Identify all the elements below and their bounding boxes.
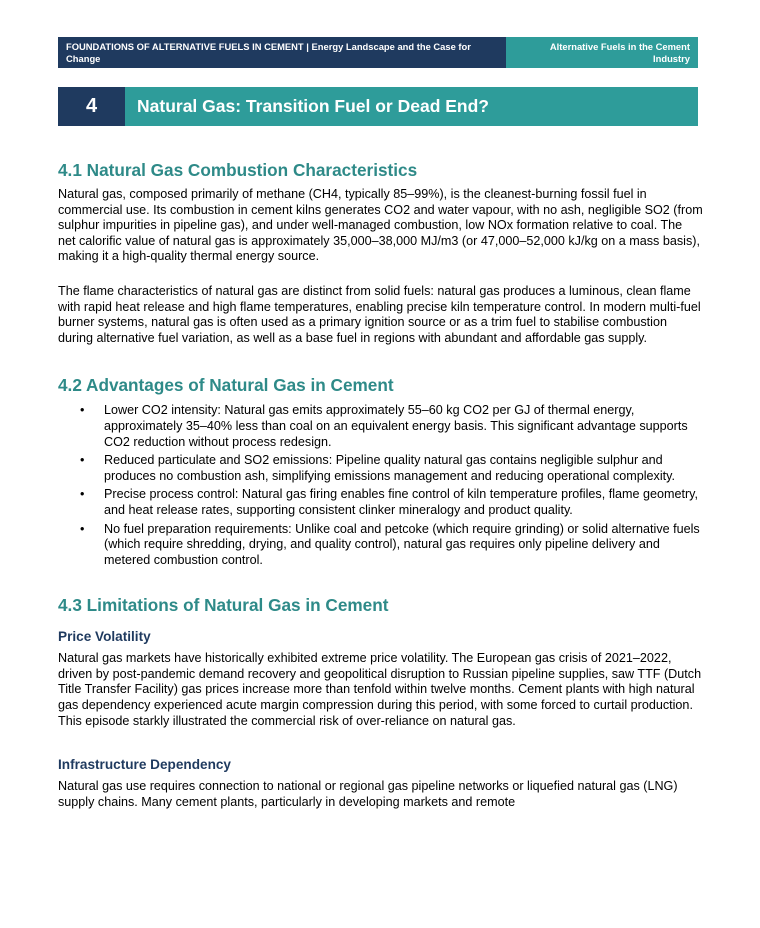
- running-header: [58, 37, 698, 68]
- header-document-title: FOUNDATIONS OF ALTERNATIVE FUELS IN CEMENT | Energy Landscape and the Case for Change: [58, 37, 506, 68]
- list-item-text: Reduced particulate and SO2 emissions: Pipeline quality natural gas contains negligible sulphur and produces no combustion ash, simplifying emissions management and reducing operational complexity.: [104, 453, 675, 483]
- bullet-icon: •: [80, 403, 85, 418]
- section-heading-4-2: 4.2 Advantages of Natural Gas in Cement: [58, 375, 394, 396]
- list-item: [58, 453, 703, 484]
- paragraph-combustion-overview: Natural gas, composed primarily of methane (CH4, typically 85–99%), is the cleanest-burning fossil fuel in commercial use. Its combustion in cement kilns generates CO2 and water vapour, with no ash, negligible SO2 (from sulphur impurities in pipeline gas), and under well-managed combustion, low NOx formation relative to coal. The net calorific value of natural gas is approximately 35,000–38,000 MJ/m3 (or 47,000–52,000 kJ/kg on a mass basis), making it a high-quality thermal energy source.: [58, 187, 703, 264]
- list-item-text: Lower CO2 intensity: Natural gas emits approximately 55–60 kg CO2 per GJ of thermal energy, approximately 35–40% less than coal on an equivalent energy basis. This significant advantage supports CO2 reduction without process redesign.: [104, 403, 688, 449]
- paragraph-flame-characteristics: The flame characteristics of natural gas are distinct from solid fuels: natural gas produces a luminous, clean flame with rapid heat release and high flame temperatures, enabling precise kiln temperature control. In modern multi-fuel burner systems, natural gas is often used as a primary ignition source or as a trim fuel to stabilise combustion during alternative fuel variation, as well as a base fuel in regions with abundant and affordable gas supply.: [58, 283, 701, 345]
- bullet-icon: •: [80, 453, 85, 468]
- chapter-title: Natural Gas: Transition Fuel or Dead End?: [125, 87, 698, 126]
- advantages-list: [58, 403, 703, 568]
- bullet-icon: •: [80, 521, 85, 536]
- section-heading-4-3: 4.3 Limitations of Natural Gas in Cement: [58, 595, 389, 616]
- paragraph-infrastructure-dependency: Natural gas use requires connection to national or regional gas pipeline networks or liquefied natural gas (LNG) supply chains. Many cement plants, particularly in developing markets and remote: [58, 779, 678, 809]
- list-item-text: No fuel preparation requirements: Unlike coal and petcoke (which require grinding) or solid alternative fuels (which require shredding, drying, and quality control), natural gas requires only pipeline delivery and metered combustion control.: [104, 521, 700, 567]
- section-heading-4-1: 4.1 Natural Gas Combustion Characteristics: [58, 160, 418, 180]
- chapter-banner: [58, 87, 698, 126]
- subheading-infrastructure-dependency: Infrastructure Dependency: [58, 757, 231, 773]
- list-item: [58, 522, 703, 569]
- chapter-number: 4: [58, 87, 125, 126]
- list-item: [58, 403, 703, 450]
- header-book-title: Alternative Fuels in the Cement Industry: [506, 37, 698, 68]
- subheading-price-volatility: Price Volatility: [58, 629, 151, 645]
- page-content: [58, 158, 703, 810]
- bullet-icon: •: [80, 487, 85, 502]
- list-item: [58, 487, 703, 518]
- paragraph-price-volatility: Natural gas markets have historically exhibited extreme price volatility. The European gas crisis of 2021–2022, driven by post-pandemic demand recovery and geopolitical disruption to Russian pipeline supplies, saw TTF (Dutch Title Transfer Facility) gas prices increase more than tenfold within twelve months. Cement plants with high natural gas dependency experienced acute margin compression during this period, with some forced to curtail production. This episode starkly illustrated the commercial risk of over-reliance on natural gas.: [58, 651, 702, 728]
- list-item-text: Precise process control: Natural gas firing enables fine control of kiln temperature profiles, flame geometry, and heat release rates, supporting consistent clinker mineralogy and product quality.: [104, 487, 699, 517]
